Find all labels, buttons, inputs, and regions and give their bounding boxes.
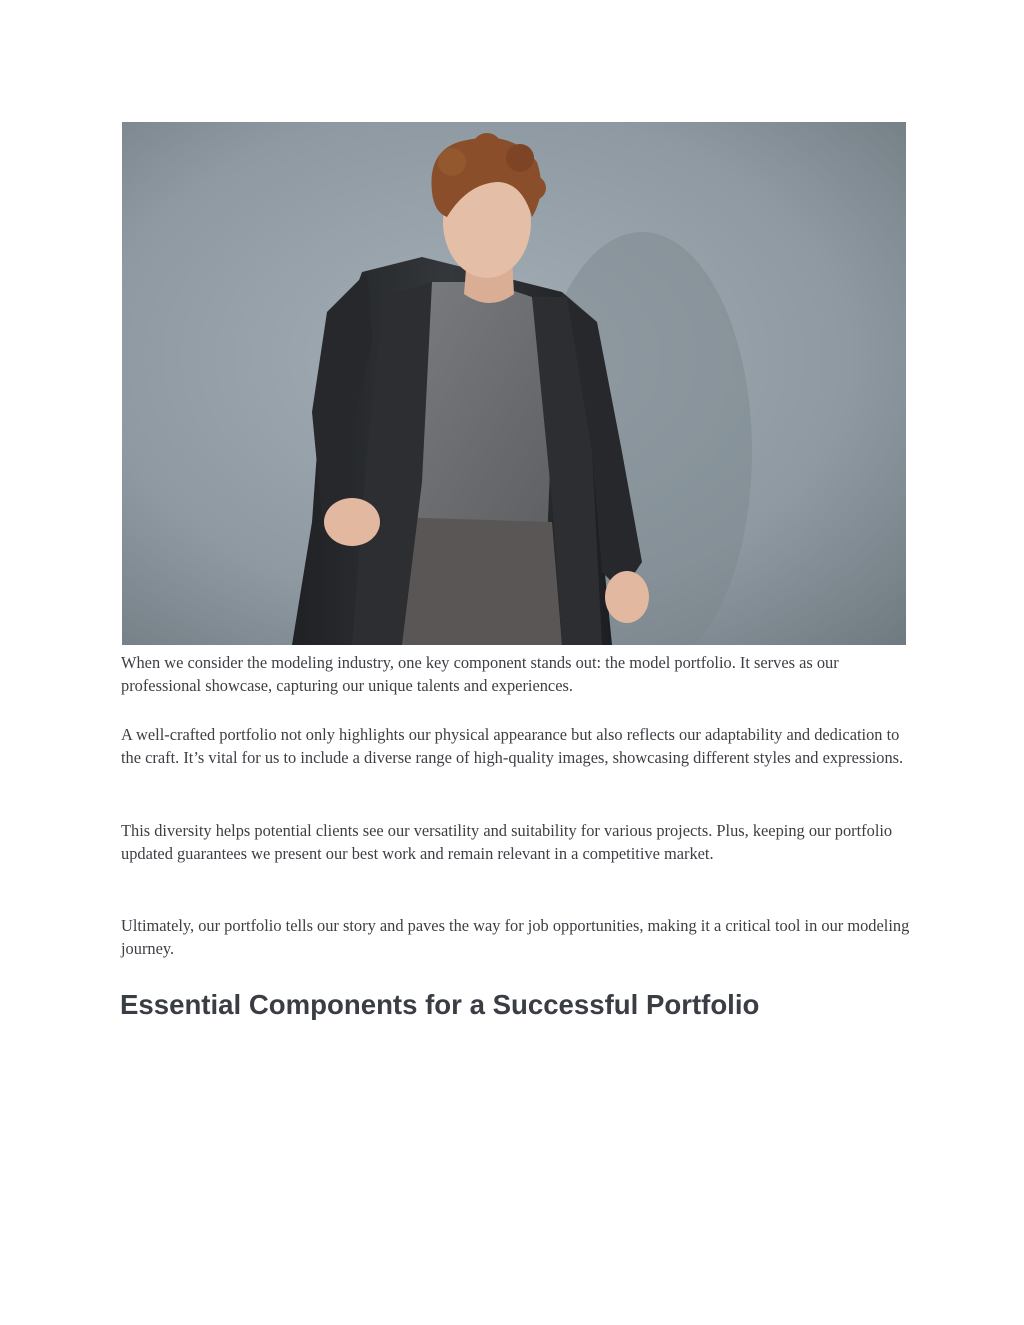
paragraph-intro: When we consider the modeling industry, one key component stands out: the model portfolio. It serves as our professional showcase, capturing our unique talents and experiences.	[121, 653, 839, 695]
hair-curl	[506, 144, 534, 172]
section-heading: Essential Components for a Successful Portfolio	[120, 989, 760, 1020]
hair-curl	[522, 176, 546, 200]
left-hand	[324, 498, 380, 546]
paragraph-conclusion: Ultimately, our portfolio tells our story and paves the way for job opportunities, making it a critical tool in our modeling journey.	[121, 916, 910, 958]
model-photo-illustration	[122, 122, 906, 645]
hair-curl	[472, 133, 502, 163]
paragraph-portfolio: A well-crafted portfolio not only highlights our physical appearance but also reflects our adaptability and dedication to the craft. It’s vital for us to include a diverse range of high-quality images, showcasing different styles and expressions.	[121, 725, 904, 767]
paragraph-diversity: This diversity helps potential clients see our versatility and suitability for various projects. Plus, keeping our portfolio updated guarantees we present our best work and remain relevant in a competitive market.	[121, 821, 893, 863]
model-photo	[122, 122, 906, 645]
hair-curl	[438, 148, 466, 176]
right-hand	[605, 571, 649, 623]
